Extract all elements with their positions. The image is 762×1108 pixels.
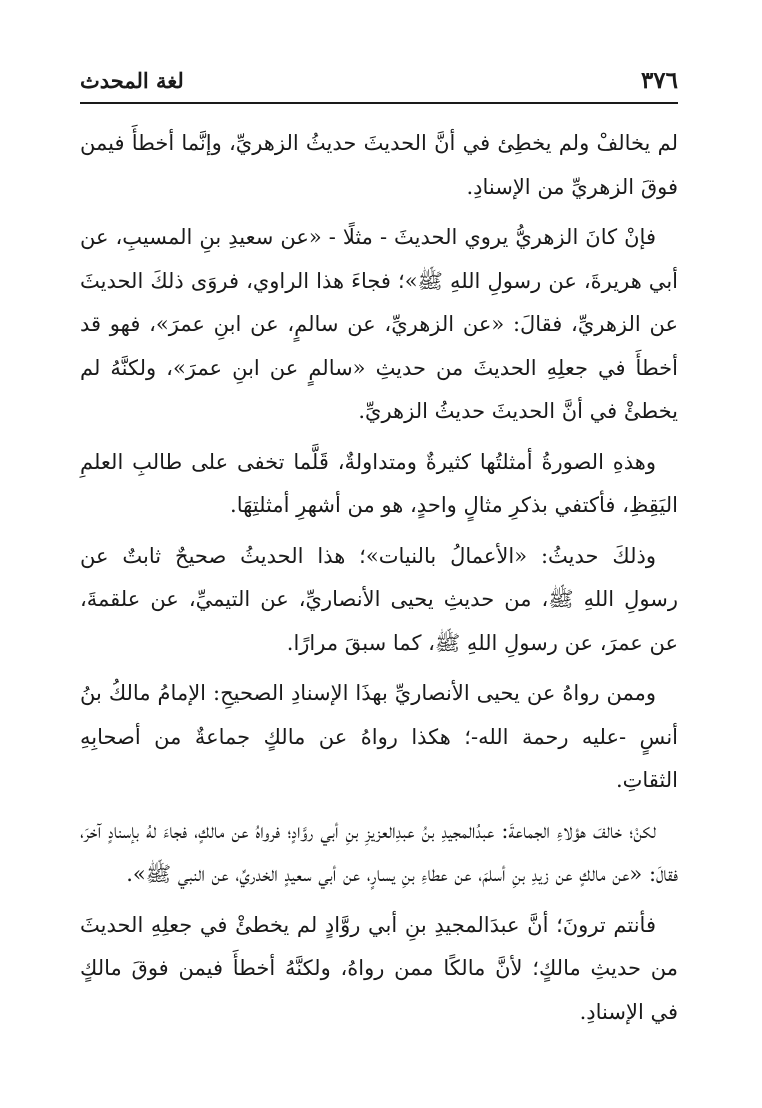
page-number: ٣٧٦ [640, 67, 678, 94]
page-header [80, 66, 678, 102]
paragraph-3: وهذهِ الصورةُ أمثلتُها كثيرةٌ ومتداولةٌ، قَلَّما تخفى على طالبِ العلمِ اليَقِظِ، فأكتفي بذكرِ مثالٍ واحدٍ، هو من أشهرِ أمثلتِهَا. [80, 449, 678, 517]
running-title: لغة المحدث [80, 68, 184, 93]
header-rule [80, 102, 678, 104]
paragraph-2: فإنْ كانَ الزهريُّ يروي الحديثَ - مثلًا - «عن سعيدِ بنِ المسيبِ، عن أبي هريرةَ، عن رسولِ اللهِ ﷺ»؛ فجاءَ هذا الراوي، فروَى ذلكَ الحديثَ عن الزهريِّ، فقالَ: «عن الزهريِّ، عن سالمٍ، عن ابنِ عمرَ»، فهو قد أخطأَ في جعلِهِ الحديثَ من حديثِ «سالمٍ عن ابنِ عمرَ»، ولكنَّهُ لم يخطئْ في أنَّ الحديثَ حديثُ الزهريِّ. [80, 225, 678, 423]
paragraph-5: وممن رواهُ عن يحيى الأنصاريِّ بهذَا الإسنادِ الصحيحِ: الإمامُ مالكُ بنُ أنسٍ -عليه رحمة الله-؛ هكذا رواهُ عن مالكٍ جماعةٌ من أصحابِهِ الثقاتِ. [80, 681, 678, 792]
paragraph-4: وذلكَ حديثُ: «الأعمالُ بالنيات»؛ هذا الحديثُ صحيحٌ ثابتٌ عن رسولِ اللهِ ﷺ، من حديثِ يحيى الأنصاريِّ، عن التيميِّ، عن علقمةَ، عن عمرَ، عن رسولِ اللهِ ﷺ، كما سبقَ مرارًا. [80, 543, 678, 655]
paragraph-1: لم يخالفْ ولم يخطِئ في أنَّ الحديثَ حديثُ الزهريِّ، وإنَّما أخطأَ فيمن فوقَ الزهريِّ من الإسنادِ. [80, 131, 678, 199]
paragraph-7: فأنتم ترونَ؛ أنَّ عبدَالمجيدِ بنِ أبي روَّادٍ لم يخطئْ في جعلِهِ الحديثَ من حديثِ مالكٍ؛ لأنَّ مالكًا ممن رواهُ، ولكنَّهُ أخطأَ فيمن فوقَ مالكٍ في الإسنادِ. [80, 912, 678, 1024]
paragraph-6: لكنْ؛ خالفَ هؤلاءِ الجماعةَ: عبدُالمجيدِ بنُ عبدِالعزيزِ بنِ أبي روَّادٍ؛ فرواهُ عن مالكٍ، فجاءَ لهُ بإسنادٍ آخرَ، فقالَ: «عن مالكٍ عن زيدِ بنِ أسلمَ، عن عطاءِ بنِ يسارٍ، عن أبي سعيدٍ الخدريِّ، عن النبي ﷺ». [80, 818, 678, 886]
body-text [80, 122, 678, 1041]
